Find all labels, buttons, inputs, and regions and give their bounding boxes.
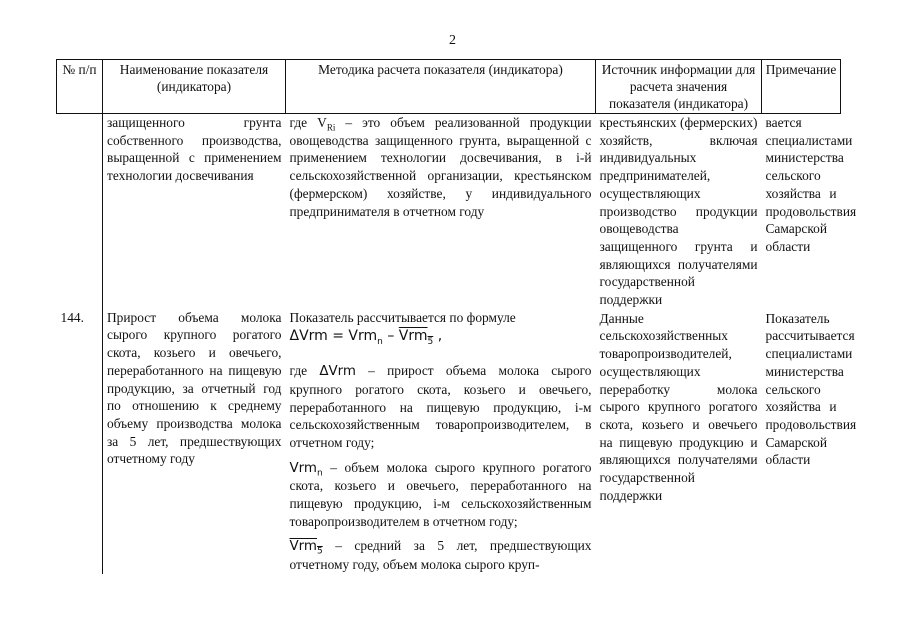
table-row-144 [57, 309, 841, 574]
definition-delta: где ΔVrm – прирост объема молока сырого крупного рогатого скота, козьего и овечьего, переработанного на пищевую продукцию, i-м сельскохозяйственным товаропроизводителем, в отчетном году; [289, 363, 592, 450]
method-intro: Показатель рассчитывается по формуле [289, 309, 516, 325]
cell-note-continued: вается специалистами министерства сельского хозяйства и продовольствия Самарской области [765, 115, 857, 254]
cell-num-continued [57, 114, 103, 309]
cell-name-144: Прирост объема молока сырого крупного рогатого скота, козьего и овечьего, переработанного на пищевую продукцию, за отчетный год по отношению к среднему объему производства молока за 5 лет, предшествующих отчетному году [107, 309, 282, 467]
method-text: – это объем реализованной продукции овощеводства защищенного грунта, выращенной с применением технологии досвечивания, в i-й сельскохозяйственной организации, крестьянском (фермерском) хозяйстве, у индивидуального предпринимателя в отчетном году [289, 115, 592, 219]
indicator-table [56, 59, 857, 574]
cell-note-144: Показатель рассчитывается специалистами министерства сельского хозяйства и продовольствия Самарской области [765, 310, 857, 468]
method-var-v-sub: Ri [326, 122, 336, 133]
definition-vrm-n: Vrm$_n$ – объем молока сырого крупного рогатого скота, козьего и овечьего, переработанного на пищевую продукцию, i-м сельскохозяйственным товаропроизводителем в отчетном году; [289, 459, 592, 529]
cell-name-continued: защищенного грунта собственного производства, выращенной с применением технологии досвечивания [107, 115, 282, 184]
page-number: 2 [449, 33, 456, 48]
method-var-v: где V [289, 115, 327, 130]
cell-method-continued [286, 114, 596, 309]
header-note: Примечание [762, 60, 841, 114]
table-row-continued [57, 114, 841, 309]
header-num: № п/п [57, 60, 103, 114]
cell-num-144: 144. [57, 309, 103, 574]
table-header-row [57, 60, 841, 114]
formula: ΔVrm = Vrm$_n$ – Vrm$_5$ , [289, 328, 443, 348]
header-method: Методика расчета показателя (индикатора) [286, 60, 596, 114]
cell-source-continued: крестьянских (фермерских) хозяйств, включая индивидуальных предпринимателей, осуществляющих производство продукции овощеводства защищенного грунта и являющихся получателями государственной поддержки [599, 115, 758, 308]
header-source: Источник информации для расчета значения показателя (индикатора) [596, 60, 762, 114]
cell-source-144: Данные сельскохозяйственных товаропроизводителей, осуществляющих переработку молока сырого крупного рогатого скота, козьего и овечьего на пищевую продукцию и являющихся получателями государственной поддержки [599, 310, 758, 503]
header-name: Наименование показателя (индикатора) [103, 60, 286, 114]
definition-vrm-5: Vrm$_5$ – средний за 5 лет, предшествующих отчетному году, объем молока сырого круп- [289, 538, 592, 573]
cell-method-144 [286, 309, 596, 574]
